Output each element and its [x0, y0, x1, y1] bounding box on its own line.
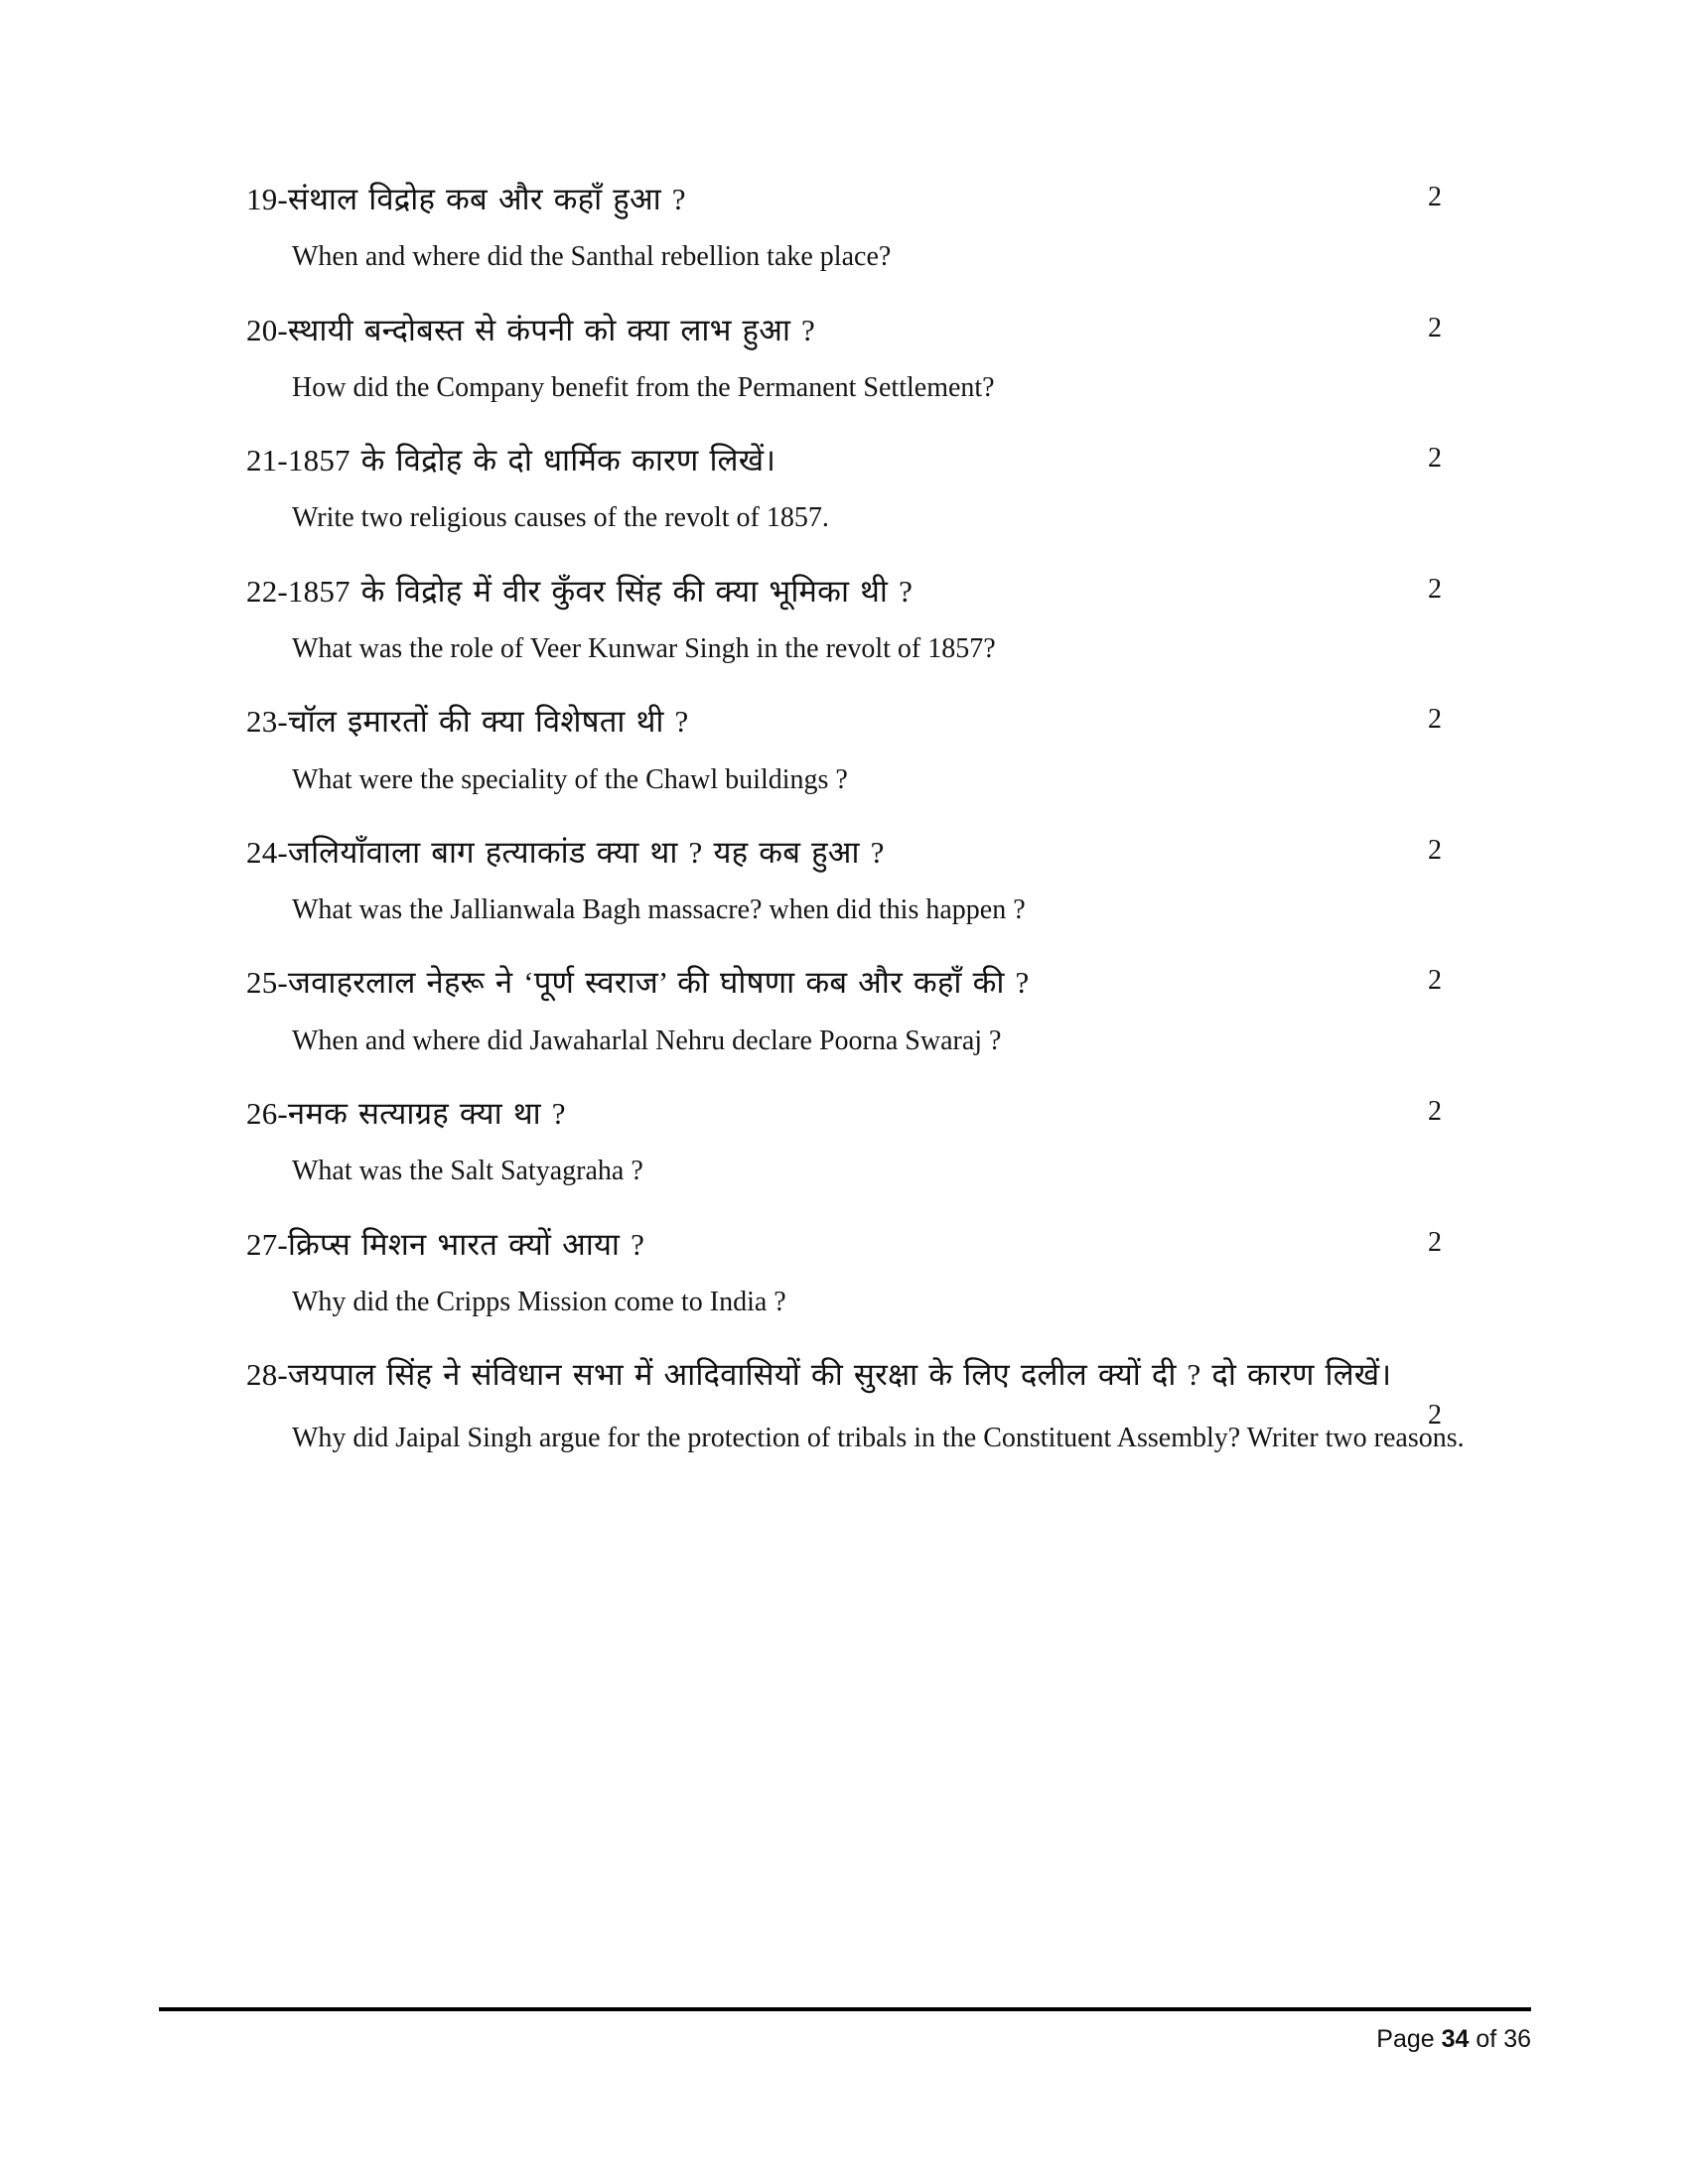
- question-item-22: [246, 567, 1485, 672]
- question-item-25: [246, 958, 1485, 1063]
- question-item-21: [246, 436, 1485, 541]
- question-marks: 2: [1428, 1096, 1442, 1128]
- question-marks: 2: [1428, 834, 1442, 866]
- question-text-english: Write two religious causes of the revolt of 1857.: [292, 502, 829, 534]
- question-text-english: What were the speciality of the Chawl buildings ?: [292, 763, 848, 795]
- question-text-hindi: 19-संथाल विद्रोह कब और कहाँ हुआ ?: [246, 182, 686, 216]
- question-marks: 2: [1428, 443, 1442, 475]
- question-item-26: [246, 1089, 1485, 1194]
- question-text-hindi: 22-1857 के विद्रोह में वीर कुँवर सिंह की क्या भूमिका थी ?: [246, 573, 914, 609]
- question-marks: 2: [1428, 312, 1442, 343]
- question-text-hindi: 20-स्थायी बन्दोबस्त से कंपनी को क्या लाभ हुआ ?: [246, 312, 815, 347]
- question-text-english: Why did Jaipal Singh argue for the protection of tribals in the Constituent Assembly? Writer two reasons.: [292, 1423, 1465, 1454]
- question-row: [246, 828, 1485, 878]
- question-marks: 2: [1428, 965, 1442, 997]
- question-text-hindi: 26-नमक सत्याग्रह क्या था ?: [246, 1096, 566, 1132]
- question-text-english: How did the Company benefit from the Permanent Settlement?: [292, 371, 995, 403]
- question-text-english: Why did the Cripps Mission come to India ?: [292, 1286, 786, 1317]
- question-text-english: What was the Jallianwala Bagh massacre? when did this happen ?: [292, 894, 1026, 926]
- footer-divider: [159, 2007, 1531, 2011]
- question-row: [246, 1089, 1485, 1139]
- question-row: [246, 436, 1485, 485]
- question-text-hindi: 28-जयपाल सिंह ने संविधान सभा में आदिवासियों की सुरक्षा के लिए दलील क्यों दी ? दो कारण लिखें।: [246, 1357, 1392, 1393]
- question-text-english: When and where did Jawaharlal Nehru declare Poorna Swaraj ?: [292, 1024, 1002, 1056]
- question-text-hindi: 21-1857 के विद्रोह के दो धार्मिक कारण लिखें।: [246, 443, 776, 478]
- question-marks: 2: [1428, 573, 1442, 605]
- question-marks: 2: [1428, 182, 1442, 212]
- question-text-english: What was the role of Veer Kunwar Singh in the revolt of 1857?: [292, 632, 996, 664]
- question-marks: 2: [1428, 1400, 1442, 1432]
- page-footer: [159, 2025, 1531, 2054]
- question-row: [246, 1220, 1485, 1270]
- footer-total-pages: 36: [1503, 2025, 1531, 2053]
- question-item-23: [246, 697, 1485, 802]
- question-row: [246, 567, 1485, 616]
- question-text-english: What was the Salt Satyagraha ?: [292, 1156, 643, 1187]
- question-row: [246, 958, 1485, 1008]
- footer-current-page: 34: [1441, 2025, 1470, 2053]
- question-text-hindi: 25-जवाहरलाल नेहरू ने ‘पूर्ण स्वराज’ की घोषणा कब और कहाँ की ?: [246, 965, 1030, 1001]
- question-marks: 2: [1428, 1226, 1442, 1258]
- question-marks: 2: [1428, 704, 1442, 736]
- footer-of-label: of: [1476, 2025, 1497, 2053]
- question-row: [246, 175, 1485, 224]
- footer-page-label: Page: [1376, 2025, 1435, 2053]
- question-text-hindi: 23-चॉल इमारतों की क्या विशेषता थी ?: [246, 704, 689, 740]
- question-item-20: [246, 306, 1485, 411]
- question-text-english: When and where did the Santhal rebellion take place?: [292, 241, 892, 273]
- question-row: [246, 697, 1485, 747]
- question-text-hindi: 27-क्रिप्स मिशन भारत क्यों आया ?: [246, 1226, 645, 1262]
- question-item-27: [246, 1220, 1485, 1325]
- question-item-28: [246, 1350, 1485, 1461]
- question-list: [246, 175, 1485, 1487]
- question-item-24: [246, 828, 1485, 933]
- question-text-hindi: 24-जलियाँवाला बाग हत्याकांड क्या था ? यह कब हुआ ?: [246, 834, 885, 870]
- question-item-19: [246, 175, 1485, 280]
- question-row: [246, 1350, 1485, 1400]
- question-row: [246, 306, 1485, 355]
